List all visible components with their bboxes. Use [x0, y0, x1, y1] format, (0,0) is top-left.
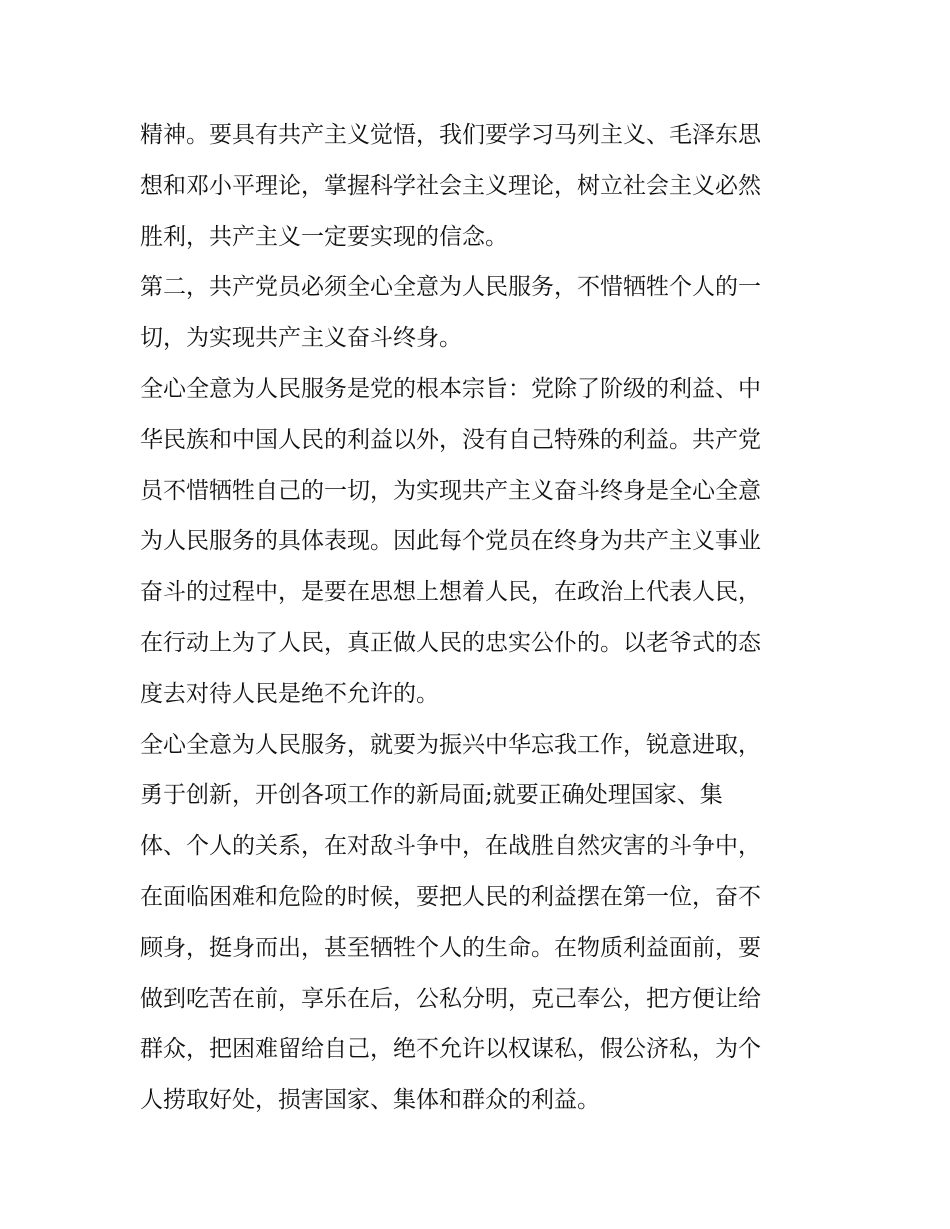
text-line: 想和邓小平理论，掌握科学社会主义理论，树立社会主义必然: [140, 172, 761, 199]
text-line: 切，为实现共产主义奋斗终身。: [140, 325, 462, 352]
text-line: 为人民服务的具体表现。因此每个党员在终身为共产主义事业: [140, 528, 761, 555]
text-line: 群众，把困难留给自己，绝不允许以权谋私，假公济私，为个: [140, 1036, 761, 1063]
text-line: 做到吃苦在前，享乐在后，公私分明，克己奉公，把方便让给: [140, 985, 761, 1012]
text-line: 顾身，挺身而出，甚至牺牲个人的生命。在物质利益面前，要: [140, 934, 761, 961]
text-line: 在面临困难和危险的时候，要把人民的利益摆在第一位，奋不: [140, 883, 761, 910]
text-line: 第二，共产党员必须全心全意为人民服务，不惜牺牲个人的一: [140, 274, 761, 301]
text-line: 度去对待人民是绝不允许的。: [140, 680, 439, 707]
document-page: [140, 110, 830, 1126]
text-line: 在行动上为了人民，真正做人民的忠实公仆的。以老爷式的态: [140, 629, 761, 656]
text-line: 全心全意为人民服务，就要为振兴中华忘我工作，锐意进取，: [140, 731, 761, 758]
text-line: 精神。要具有共产主义觉悟，我们要学习马列主义、毛泽东思: [140, 122, 761, 148]
text-line: 华民族和中国人民的利益以外，没有自己特殊的利益。共产党: [140, 426, 761, 453]
text-line: 员不惜牺牲自己的一切，为实现共产主义奋斗终身是全心全意: [140, 477, 761, 504]
text-line: 勇于创新，开创各项工作的新局面;就要正确处理国家、集: [140, 782, 723, 809]
text-line: 全心全意为人民服务是党的根本宗旨：党除了阶级的利益、中: [140, 375, 761, 402]
text-line: 体、个人的关系，在对敌斗争中，在战胜自然灾害的斗争中，: [140, 833, 761, 860]
text-line: 奋斗的过程中，是要在思想上想着人民，在政治上代表人民，: [140, 579, 761, 606]
text-line: 胜利，共产主义一定要实现的信念。: [140, 223, 508, 250]
text-line: 人捞取好处，损害国家、集体和群众的利益。: [140, 1087, 600, 1114]
